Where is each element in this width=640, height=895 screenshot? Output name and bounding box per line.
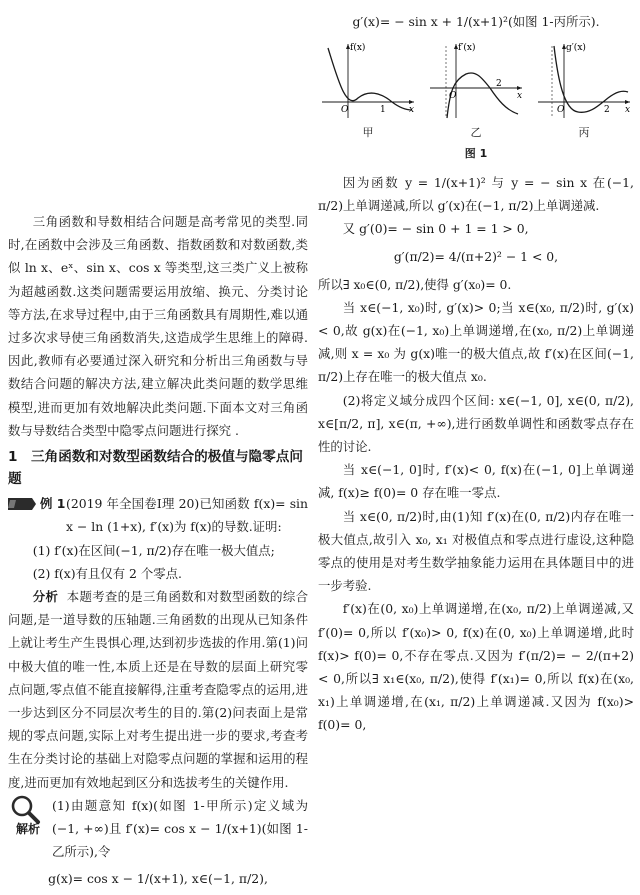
analysis-text: 本题考查的是三角函数和对数型函数的综合问题,是一道导数的压轴题.三角函数的出现从已知条件上就让考生产生畏惧心理,达到初步选拔的作用.第(1)问中极大值的唯一性,本质上还是在导数的层面上研究零点问题,零点值不能直接解得,注重考查隐零点的运用,进一步达到区分不同层次考生的目的.第(2)问表面上是常规的零点问题,实际上对考生提出进一步的要求,考查考生在分类讨论的基础上对隐零点问题的掌握和运用的程度,进而更加有效地起到区分和选拔考生的关键作用. bbox=[8, 589, 309, 790]
graph-f bbox=[318, 40, 418, 122]
figure-yi bbox=[426, 40, 526, 141]
figure-1 bbox=[318, 40, 634, 141]
analysis-label: 分析 bbox=[32, 589, 59, 605]
figure-bing bbox=[534, 40, 634, 141]
section-title: 1 三角函数和对数型函数结合的极值与隐零点问题 bbox=[8, 449, 303, 488]
solution-label: 解析 bbox=[16, 821, 41, 836]
example-text: (2019 年全国卷Ⅰ理 20)已知函数 f(x)= sin x − ln (1+x), f′(x)为 f(x)的导数.证明: bbox=[66, 496, 308, 535]
svg-text:2: 2 bbox=[604, 105, 610, 115]
graph-g-prime bbox=[534, 40, 634, 122]
paragraph-1: 因为函数 y = 1/(x+1)² 与 y = − sin x 在(−1, π/2)上单调递减,所以 g′(x)在(−1, π/2)上单调递减. bbox=[318, 175, 634, 214]
example-item-1: (1) f′(x)在区间(−1, π/2)存在唯一极大值点; bbox=[32, 542, 275, 558]
axis-title-f: f(x) bbox=[350, 43, 366, 53]
figure-label-yi: 乙 bbox=[470, 126, 482, 139]
formula-g: g(x)= cos x − 1/(x+1), x∈(−1, π/2), bbox=[48, 871, 268, 887]
left-column bbox=[8, 210, 308, 895]
paragraph-2: 又 g′(0)= − sin 0 + 1 = 1 > 0, bbox=[342, 221, 529, 237]
paragraph-9: f′(x)在(0, x₀)上单调递增,在(x₀, π/2)上单调递减,又 f′(0)= 0,所以 f′(x₀)> 0, f(x)在(0, x₀)上单调递增,此时 f(x)> f(0)= 0,不存在零点.又因为 f′(π/2)= − 2/(π+2) < 0,所以∃ x₁∈(x₀, π/2),使得 f′(x₁)= 0,所以 f(x)在(x₀, x₁)上单调递增,在(x₁, π/2)上单调递减.又因为 f(x₀)> f(0)= 0, bbox=[318, 601, 634, 733]
svg-text:O: O bbox=[341, 105, 349, 115]
paragraph-7: 当 x∈(−1, 0]时, f′(x)< 0, f(x)在(−1, 0]上单调递减, f(x)≥ f(0)= 0 存在唯一零点. bbox=[318, 462, 634, 501]
example-badge-icon bbox=[8, 496, 36, 512]
axis-title-g-prime: g′(x) bbox=[566, 43, 586, 53]
magnifier-icon bbox=[8, 794, 52, 840]
axis-title-f-prime: f′(x) bbox=[458, 43, 476, 53]
example-label: 例 1 bbox=[40, 496, 66, 512]
analysis-paragraph bbox=[8, 585, 308, 794]
svg-text:x: x bbox=[517, 91, 523, 101]
figure-label-bing: 丙 bbox=[578, 126, 590, 139]
right-column bbox=[318, 6, 634, 737]
figure-label-jia: 甲 bbox=[362, 126, 374, 139]
figure-caption: 图 1 bbox=[464, 147, 488, 160]
svg-text:1: 1 bbox=[380, 105, 386, 115]
paragraph-8: 当 x∈(0, π/2)时,由(1)知 f′(x)在(0, π/2)内存在唯一极大值点,故引入 x₀, x₁ 对极值点和零点进行虚设,这种隐零点的使用是对考生数学抽象能力运用在具体题目中的进一步考验. bbox=[318, 508, 634, 594]
figure-jia bbox=[318, 40, 418, 141]
example-item-2: (2) f(x)有且仅有 2 个零点. bbox=[32, 565, 182, 581]
svg-text:x: x bbox=[409, 105, 415, 115]
svg-text:x: x bbox=[625, 105, 631, 115]
svg-text:O: O bbox=[557, 105, 565, 115]
svg-text:O: O bbox=[449, 91, 457, 101]
intro-paragraph: 三角函数和导数相结合问题是高考常见的类型.同时,在函数中会涉及三角函数、指数函数和对数函数,类似 ln x、eˣ、sin x、cos x 等类型,这三类广义上被称为超越函数.这类问题需要运用放缩、换元、分类讨论等方法,在求导过程中,由于三角函数具有周期性,难以通过多次求导使三角函数消失,这造成学生思维上的障碍.因此,教师有必要通过深入研究和分析出三角函数与导数结合问题的解决方法,建立解决此类问题的数学思维模型,进而更加有效地解决此类问题.下面本文对三角函数与导数结合类型中隐零点问题进行探究 . bbox=[8, 214, 308, 438]
paragraph-6: (2)将定义域分成四个区间: x∈(−1, 0], x∈(0, π/2), x∈[π/2, π], x∈(π, +∞),进行函数单调性和函数零点存在性的讨论. bbox=[318, 392, 634, 455]
svg-text:2: 2 bbox=[496, 79, 502, 89]
paragraph-5: 当 x∈(−1, x₀)时, g′(x)> 0;当 x∈(x₀, π/2)时, g′(x)< 0,故 g(x)在(−1, x₀)上单调递增,在(x₀, π/2)上单调递减,则 x = x₀ 为 g(x)唯一的极大值点,故 f′(x)在区间(−1, π/2)上存在唯一的极大值点 x₀. bbox=[318, 299, 634, 385]
solution-block bbox=[8, 794, 308, 864]
solution-text: (1)由题意知 f(x)(如图 1-甲所示)定义域为(−1, +∞)且 f′(x)= cos x − 1/(x+1)(如图 1-乙所示),令 bbox=[52, 797, 308, 860]
formula-g-prime-pi: g′(π/2)= 4/(π+2)² − 1 < 0, bbox=[393, 248, 559, 264]
paragraph-4: 所以∃ x₀∈(0, π/2),使得 g′(x₀)= 0. bbox=[318, 276, 512, 292]
formula-g-prime: g′(x)= − sin x + 1/(x+1)²(如图 1-丙所示). bbox=[352, 14, 600, 29]
graph-f-prime bbox=[426, 40, 526, 122]
